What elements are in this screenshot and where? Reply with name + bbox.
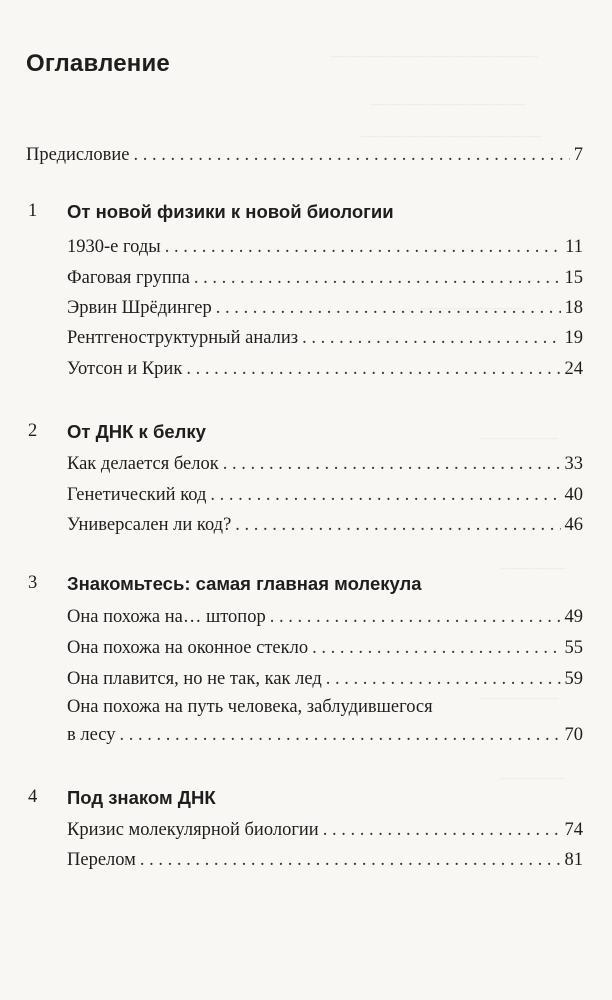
toc-entry-label: 1930-е годы	[67, 237, 161, 257]
toc-entry-label: Она плавится, но не так, как лед	[67, 669, 322, 689]
chapter-number: 1	[28, 201, 38, 221]
chapter-title: Под знаком ДНК	[67, 787, 216, 808]
leader-dots	[302, 326, 560, 350]
toc-entry-label-line1[interactable]: Она похожа на путь человека, заблудившегося	[67, 697, 433, 717]
toc-entry-page: 70	[564, 725, 583, 745]
leader-dots	[235, 513, 560, 537]
toc-entry-label: Она похожа на оконное стекло	[67, 638, 309, 658]
leader-dots	[223, 452, 561, 476]
toc-entry-label: Универсален ли код?	[67, 515, 232, 535]
chapter-title: От ДНК к белку	[67, 421, 206, 442]
toc-entry-label: Эрвин Шрёдингер	[67, 298, 212, 318]
toc-page: ———————————————— ———————————— —————————————— ———————— —————— ————— —————— ————— Оглавление Предисловие . . . 7 1 От новой физики к новой биологии 1930-е годы . . . 11 Фаговая группа . . . 15 Эрвин Шрёдингер . . . 18 Рентгеноструктурный анализ . . . 19 Уотсон и Крик . . . 24 2 От ДНК к белку Как делается белок . . . 33 Генетический код . . . 40 Универсален ли код? . . . 46 3 Знакомьтесь: самая главная молекула Она похожа на… штопор . . . 49 Она похожа на оконное стекло . . . 55 Она плавится, но не так, как лед . . . 59 Она похожа на путь человека, заблудившегося в лесу . . . 70 4 Под знаком ДНК Кризис молекулярной биологии . . . 74 Перелом . . . 81	[0, 0, 612, 1000]
page-title: Оглавление	[26, 50, 170, 77]
leader-dots	[312, 636, 560, 660]
toc-entry[interactable]	[67, 513, 583, 537]
toc-entry-page: 7	[573, 145, 583, 165]
toc-entry[interactable]	[67, 296, 583, 320]
toc-entry[interactable]	[67, 848, 583, 872]
toc-entry-preface[interactable]	[26, 143, 583, 167]
chapter-number: 3	[28, 573, 38, 593]
leader-dots	[140, 848, 561, 872]
chapter-number: 4	[28, 787, 38, 807]
toc-entry[interactable]	[67, 357, 583, 381]
leader-dots	[270, 605, 561, 629]
leader-dots	[133, 143, 569, 167]
toc-entry-label: Уотсон и Крик	[67, 359, 183, 379]
toc-entry-label: Как делается белок	[67, 454, 219, 474]
toc-entry-page: 55	[564, 638, 583, 658]
leader-dots	[194, 266, 561, 290]
leader-dots	[326, 667, 561, 691]
toc-entry-page: 19	[564, 328, 583, 348]
toc-entry[interactable]	[67, 452, 583, 476]
toc-entry-label: Она похожа на… штопор	[67, 607, 266, 627]
toc-entry-label: Кризис молекулярной биологии	[67, 820, 319, 840]
toc-entry-label: в лесу	[67, 725, 116, 745]
toc-entry-page: 59	[564, 669, 583, 689]
toc-entry-label: Перелом	[67, 850, 136, 870]
leader-dots	[165, 235, 561, 259]
toc-entry-label: Предисловие	[26, 145, 130, 165]
toc-entry-label: Генетический код	[67, 485, 207, 505]
toc-entry-page: 15	[564, 268, 583, 288]
toc-entry[interactable]	[67, 723, 583, 747]
toc-entry-page: 81	[564, 850, 583, 870]
leader-dots	[119, 723, 560, 747]
leader-dots	[210, 483, 560, 507]
toc-entry-page: 49	[564, 607, 583, 627]
toc-entry[interactable]	[67, 266, 583, 290]
toc-entry[interactable]	[67, 483, 583, 507]
chapter-number: 2	[28, 421, 38, 441]
toc-entry-page: 74	[564, 820, 583, 840]
toc-entry[interactable]	[67, 326, 583, 350]
toc-entry[interactable]	[67, 235, 583, 259]
leader-dots	[323, 818, 561, 842]
toc-entry-page: 11	[565, 237, 583, 257]
toc-entry[interactable]	[67, 667, 583, 691]
toc-entry-label: Рентгеноструктурный анализ	[67, 328, 299, 348]
toc-entry-page: 46	[564, 515, 583, 535]
chapter-title: От новой физики к новой биологии	[67, 201, 394, 222]
leader-dots	[216, 296, 561, 320]
leader-dots	[186, 357, 560, 381]
toc-entry[interactable]	[67, 818, 583, 842]
toc-entry-page: 18	[564, 298, 583, 318]
chapter-title: Знакомьтесь: самая главная молекула	[67, 573, 422, 594]
toc-entry-page: 40	[564, 485, 583, 505]
toc-entry[interactable]	[67, 605, 583, 629]
toc-entry-page: 33	[564, 454, 583, 474]
toc-entry-label: Фаговая группа	[67, 268, 190, 288]
toc-entry[interactable]	[67, 636, 583, 660]
toc-entry-page: 24	[564, 359, 583, 379]
